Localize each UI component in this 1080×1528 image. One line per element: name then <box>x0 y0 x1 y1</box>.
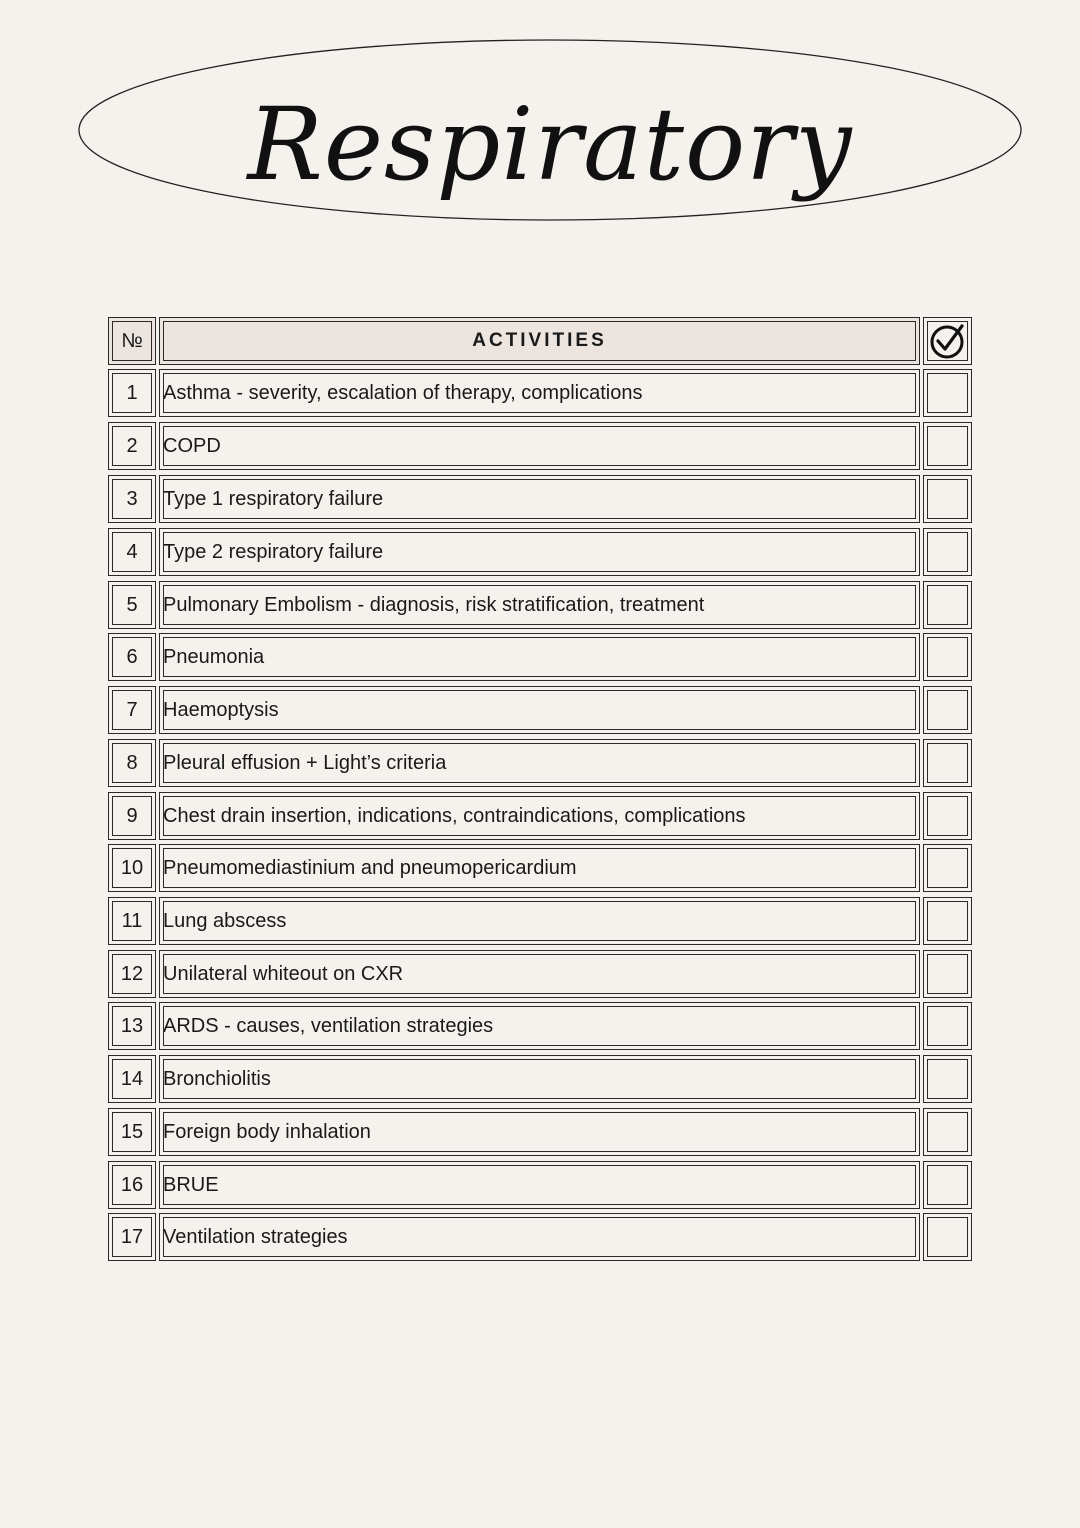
row-activity: Pulmonary Embolism - diagnosis, risk stratification, treatment <box>159 581 920 629</box>
row-number: 8 <box>108 739 156 787</box>
row-number: 1 <box>108 369 156 417</box>
row-checkbox[interactable] <box>923 844 972 892</box>
circled-check-icon <box>929 322 967 360</box>
row-checkbox[interactable] <box>923 792 972 840</box>
row-activity: Type 1 respiratory failure <box>159 475 920 523</box>
row-activity: ARDS - causes, ventilation strategies <box>159 1002 920 1050</box>
row-number: 13 <box>108 1002 156 1050</box>
row-number: 2 <box>108 422 156 470</box>
row-number: 9 <box>108 792 156 840</box>
row-checkbox[interactable] <box>923 369 972 417</box>
row-number: 5 <box>108 581 156 629</box>
page-title: Respiratory <box>247 86 853 203</box>
row-activity: Asthma - severity, escalation of therapy, complications <box>159 369 920 417</box>
row-activity: Foreign body inhalation <box>159 1108 920 1156</box>
row-checkbox[interactable] <box>923 475 972 523</box>
row-activity: Bronchiolitis <box>159 1055 920 1103</box>
row-checkbox[interactable] <box>923 1055 972 1103</box>
row-number: 6 <box>108 633 156 681</box>
row-activity: COPD <box>159 422 920 470</box>
row-number: 16 <box>108 1161 156 1209</box>
row-checkbox[interactable] <box>923 581 972 629</box>
row-checkbox[interactable] <box>923 422 972 470</box>
row-number: 14 <box>108 1055 156 1103</box>
row-checkbox[interactable] <box>923 686 972 734</box>
row-activity: Type 2 respiratory failure <box>159 528 920 576</box>
header-check <box>923 317 972 365</box>
row-number: 11 <box>108 897 156 945</box>
row-checkbox[interactable] <box>923 1108 972 1156</box>
row-checkbox[interactable] <box>923 1161 972 1209</box>
row-checkbox[interactable] <box>923 528 972 576</box>
row-number: 10 <box>108 844 156 892</box>
row-activity: Chest drain insertion, indications, contraindications, complications <box>159 792 920 840</box>
row-checkbox[interactable] <box>923 633 972 681</box>
row-number: 3 <box>108 475 156 523</box>
row-activity: Ventilation strategies <box>159 1213 920 1261</box>
row-checkbox[interactable] <box>923 739 972 787</box>
row-checkbox[interactable] <box>923 897 972 945</box>
row-number: 12 <box>108 950 156 998</box>
row-activity: BRUE <box>159 1161 920 1209</box>
row-activity: Haemoptysis <box>159 686 920 734</box>
row-checkbox[interactable] <box>923 950 972 998</box>
header-activities: ACTIVITIES <box>159 317 920 365</box>
row-checkbox[interactable] <box>923 1002 972 1050</box>
row-activity: Lung abscess <box>159 897 920 945</box>
row-activity: Pleural effusion + Light’s criteria <box>159 739 920 787</box>
row-activity: Unilateral whiteout on CXR <box>159 950 920 998</box>
row-number: 17 <box>108 1213 156 1261</box>
row-number: 15 <box>108 1108 156 1156</box>
row-number: 7 <box>108 686 156 734</box>
row-checkbox[interactable] <box>923 1213 972 1261</box>
row-number: 4 <box>108 528 156 576</box>
title-banner <box>76 36 1024 228</box>
row-activity: Pneumonia <box>159 633 920 681</box>
header-number: № <box>108 317 156 365</box>
row-activity: Pneumomediastinium and pneumopericardium <box>159 844 920 892</box>
